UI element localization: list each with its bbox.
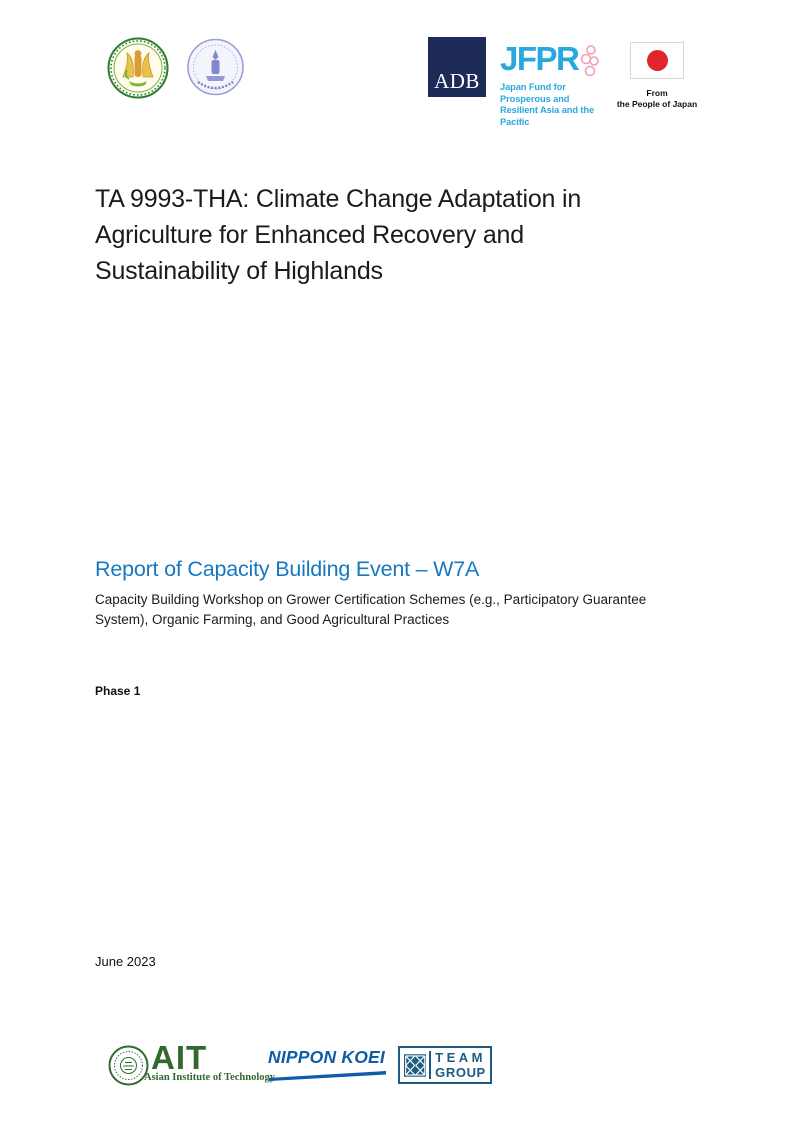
nippon-koei-swoosh-icon (268, 1071, 386, 1081)
report-subtitle-line1: Capacity Building Workshop on Grower Certification Schemes (e.g., Participatory Guarantee (95, 592, 647, 607)
report-subtitle-line2: System), Organic Farming, and Good Agricultural Practices (95, 612, 450, 627)
nippon-koei-logo (268, 1049, 388, 1081)
report-heading: Report of Capacity Building Event – W7A (95, 557, 480, 581)
jfpr-tagline-line1: Japan Fund for Prosperous and (500, 82, 570, 104)
team-logo-text: TEAM (435, 1050, 486, 1065)
jfpr-logo (500, 40, 612, 128)
group-logo-text: GROUP (435, 1065, 486, 1080)
jfpr-tagline-line2: Resilient Asia and the Pacific (500, 105, 595, 127)
japan-caption-line1: From (646, 88, 668, 98)
team-group-separator (429, 1051, 431, 1079)
document-title-line3: Sustainability of Highlands (95, 257, 383, 285)
hrdi-seal-logo (107, 37, 169, 99)
phase-label: Phase 1 (95, 684, 141, 698)
hrdi-seal-icon (107, 37, 169, 99)
japan-flag-sun-icon (647, 50, 668, 71)
ait-tagline: Asian Institute of Technology (144, 1072, 275, 1083)
ait-logo-text: AIT (151, 1039, 208, 1076)
ait-logo (108, 1039, 275, 1087)
publication-date: June 2023 (95, 954, 156, 969)
jfpr-logo-text: JFPR (500, 40, 579, 77)
royal-project-seal-icon (186, 38, 245, 98)
royal-project-seal-logo (186, 38, 245, 98)
nippon-koei-logo-text: NIPPON KOEI (268, 1047, 385, 1067)
adb-logo-text: ADB (434, 69, 480, 93)
ait-seal-icon (108, 1045, 149, 1086)
japan-flag-logo (630, 42, 684, 79)
jfpr-blossom-icon (580, 44, 600, 80)
japan-caption-line2: the People of Japan (616, 99, 698, 110)
document-title-line2: Agriculture for Enhanced Recovery and (95, 221, 524, 249)
team-group-logo (398, 1046, 492, 1084)
adb-logo (428, 37, 486, 97)
report-subtitle (95, 590, 646, 630)
document-title (95, 181, 581, 289)
team-group-lattice-icon (404, 1052, 426, 1079)
document-title-line1: TA 9993-THA: Climate Change Adaptation in (95, 185, 582, 213)
